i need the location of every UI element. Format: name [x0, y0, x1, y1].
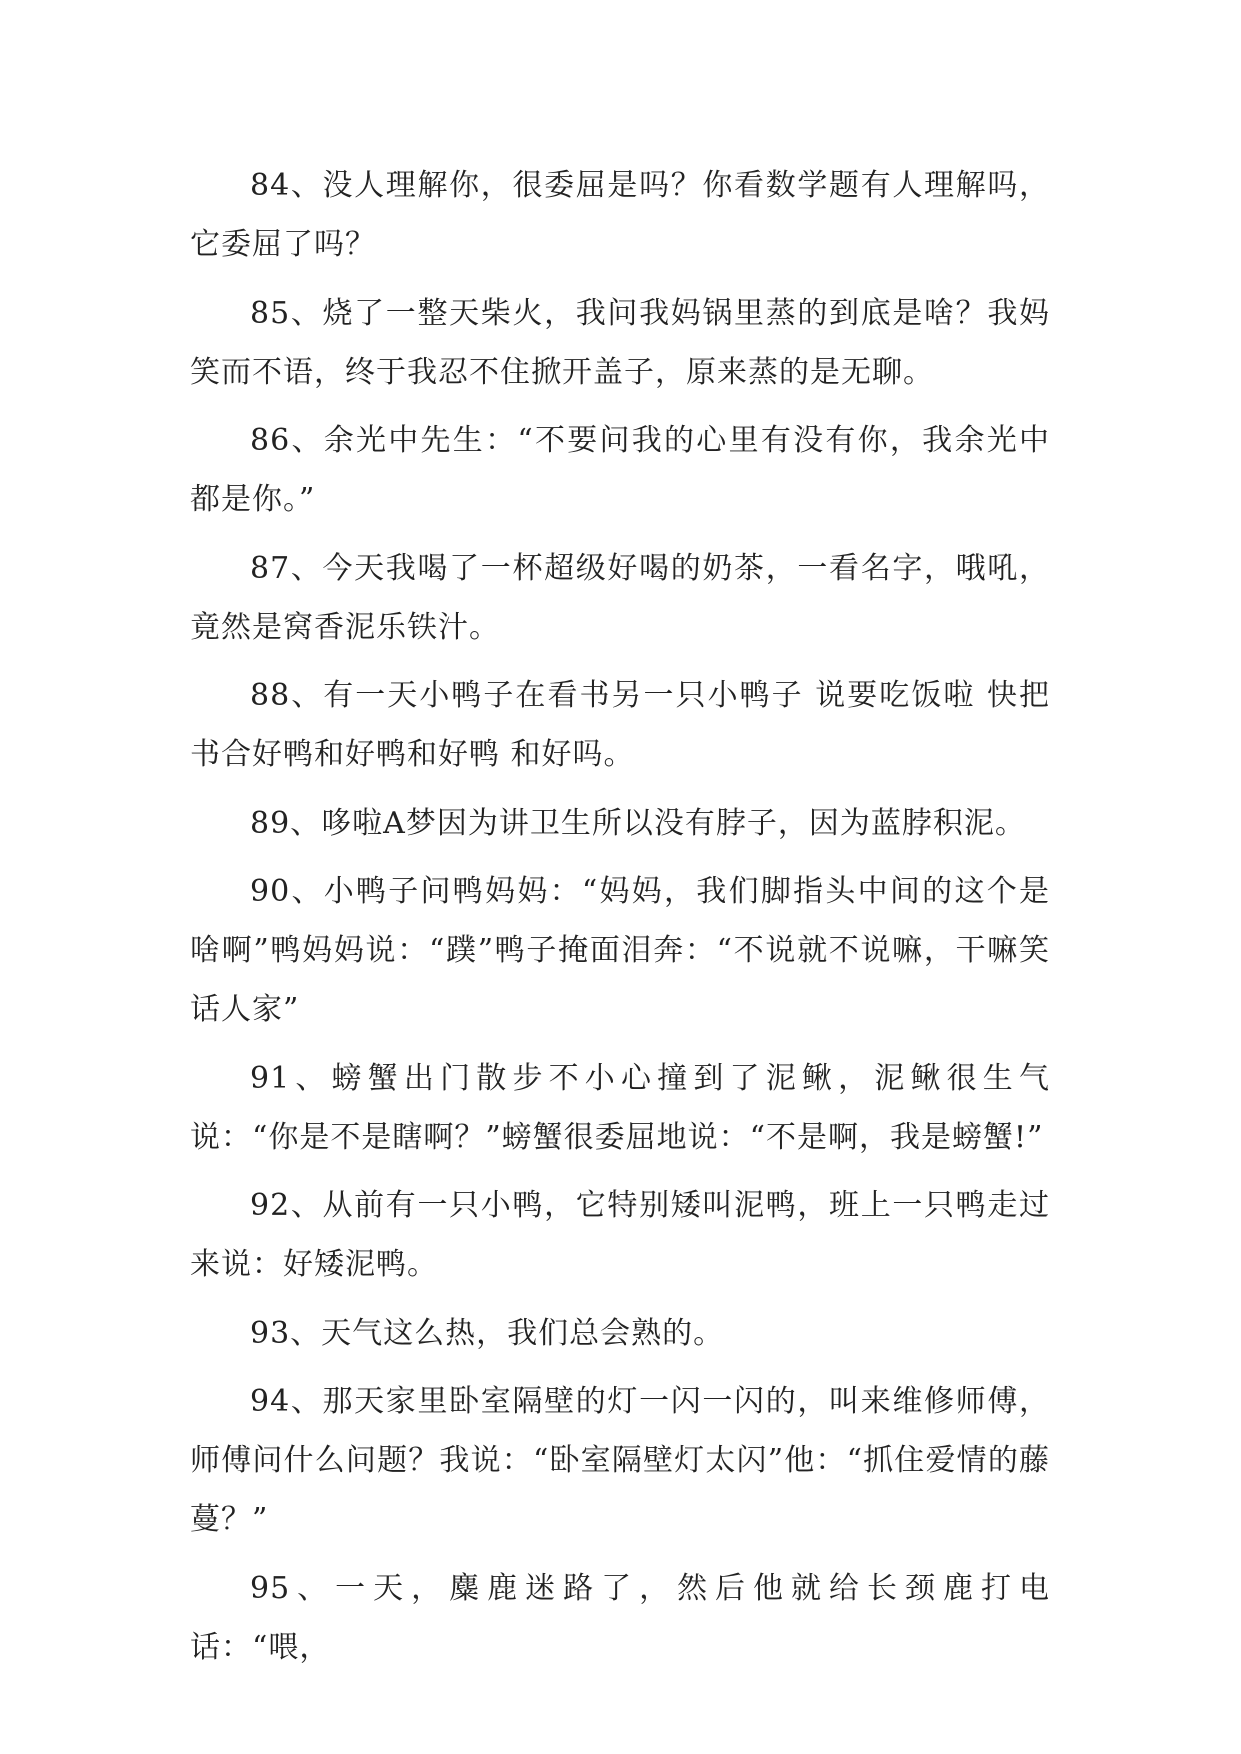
paragraph-90: 90、小鸭子问鸭妈妈：“妈妈，我们脚指头中间的这个是啥啊”鸭妈妈说：“蹼”鸭子掩面泪奔：“不说就不说嘛，干嘛笑话人家” [190, 874, 1050, 1027]
paragraph-95: 95、一天，麋鹿迷路了，然后他就给长颈鹿打电话：“喂， [190, 1570, 1050, 1665]
paragraph-89: 89、哆啦A梦因为讲卫生所以没有脖子，因为蓝脖积泥。 [250, 805, 1026, 841]
paragraph-85: 85、烧了一整天柴火，我问我妈锅里蒸的到底是啥？我妈笑而不语，终于我忍不住掀开盖子，原来蒸的是无聊。 [190, 295, 1050, 390]
paragraph-84: 84、没人理解你，很委屈是吗？你看数学题有人理解吗，它委屈了吗？ [190, 168, 1050, 262]
paragraph-94: 94、那天家里卧室隔壁的灯一闪一闪的，叫来维修师傅，师傅问什么问题？我说：“卧室隔壁灯太闪”他：“抓住爱情的藤蔓？” [190, 1384, 1050, 1537]
paragraph-91: 91、螃蟹出门散步不小心撞到了泥鳅，泥鳅很生气说：“你是不是瞎啊？”螃蟹很委屈地说：“不是啊，我是螃蟹!” [190, 1060, 1050, 1155]
paragraph-92: 92、从前有一只小鸭，它特别矮叫泥鸭，班上一只鸭走过来说：好矮泥鸭。 [190, 1188, 1050, 1282]
paragraph-88: 88、有一天小鸭子在看书另一只小鸭子 说要吃饭啦 快把书合好鸭和好鸭和好鸭 和好吗。 [190, 678, 1050, 772]
paragraph-86: 86、余光中先生：“不要问我的心里有没有你，我余光中都是你。” [190, 423, 1050, 517]
paragraph-87: 87、今天我喝了一杯超级好喝的奶茶，一看名字，哦吼，竟然是窝香泥乐铁汁。 [190, 550, 1050, 645]
document-body [190, 156, 1050, 1686]
paragraph-93: 93、天气这么热，我们总会熟的。 [250, 1315, 725, 1351]
